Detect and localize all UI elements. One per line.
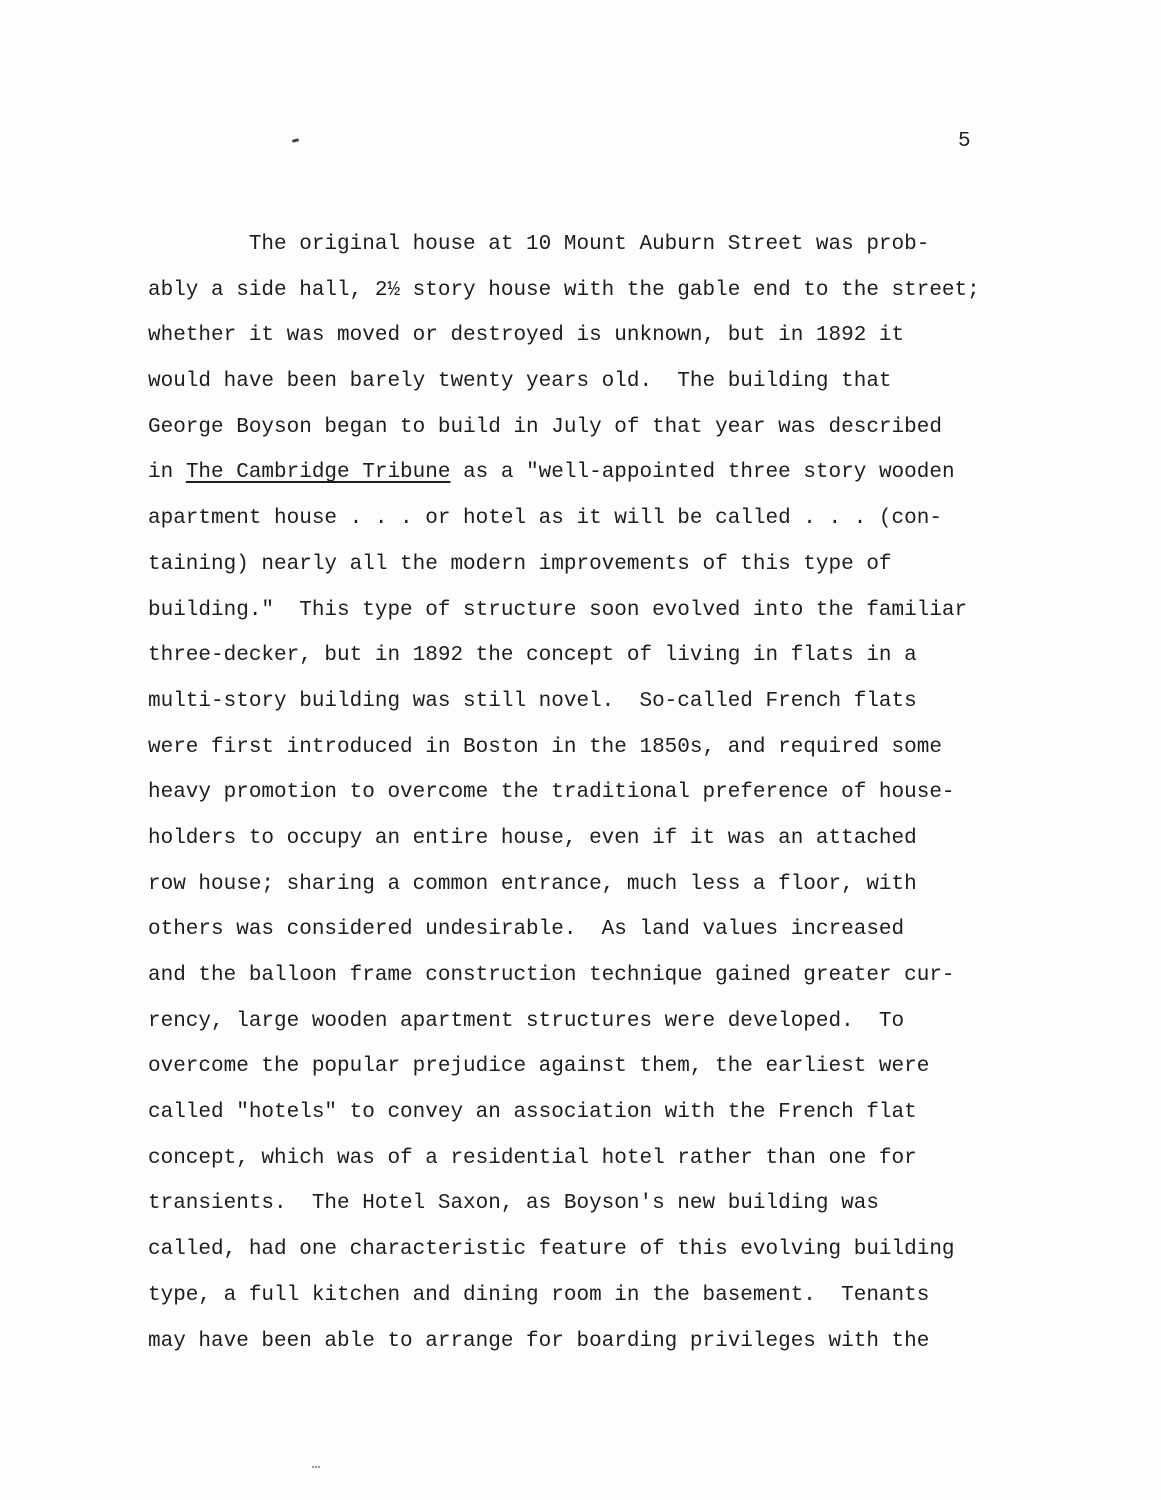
text-line (148, 450, 1048, 496)
text-line: would have been barely twenty years old. The building that (148, 370, 892, 394)
text-segment: in (148, 461, 186, 485)
text-line: overcome the popular prejudice against them, the earliest were (148, 1055, 930, 1079)
text-line: concept, which was of a residential hotel rather than one for (148, 1146, 917, 1170)
text-line: The original house at 10 Mount Auburn Street was prob- (148, 233, 930, 256)
scan-mark (292, 138, 300, 143)
text-line: George Boyson began to build in July of that year was described (148, 415, 942, 439)
text-segment: as a "well-appointed three story wooden (450, 461, 955, 485)
text-line: three-decker, but in 1892 the concept of living in flats in a (148, 644, 917, 668)
text-line: building." This type of structure soon evolved into the familiar (148, 598, 968, 622)
text-line: others was considered undesirable. As land values increased (148, 918, 905, 942)
text-line: may have been able to arrange for boarding privileges with the (148, 1329, 930, 1353)
text-line: rency, large wooden apartment structures were developed. To (148, 1009, 905, 1033)
text-line: transients. The Hotel Saxon, as Boyson's new building was (148, 1192, 879, 1216)
text-line: row house; sharing a common entrance, much less a floor, with (148, 872, 917, 896)
body-paragraph (148, 222, 1048, 1364)
scan-mark (312, 1466, 320, 1470)
text-line: were first introduced in Boston in the 1850s, and required some (148, 735, 942, 759)
text-line: holders to occupy an entire house, even if it was an attached (148, 826, 917, 850)
text-line: heavy promotion to overcome the traditional preference of house- (148, 781, 955, 805)
text-line: and the balloon frame construction technique gained greater cur- (148, 964, 955, 987)
text-line: ably a side hall, 2½ story house with the gable end to the street; (148, 278, 980, 302)
text-line: type, a full kitchen and dining room in the basement. Tenants (148, 1283, 930, 1307)
text-line: whether it was moved or destroyed is unknown, but in 1892 it (148, 324, 905, 348)
text-line: called "hotels" to convey an association with the French flat (148, 1101, 917, 1125)
text-line: multi-story building was still novel. So-called French flats (148, 689, 917, 713)
text-line: taining) nearly all the modern improvements of this type of (148, 552, 892, 576)
text-line: apartment house . . . or hotel as it will be called . . . (con- (148, 507, 942, 531)
publication-title: The Cambridge Tribune (185, 461, 451, 485)
text-line: called, had one characteristic feature of this evolving building (148, 1238, 955, 1262)
page-number: 5 (958, 130, 971, 153)
